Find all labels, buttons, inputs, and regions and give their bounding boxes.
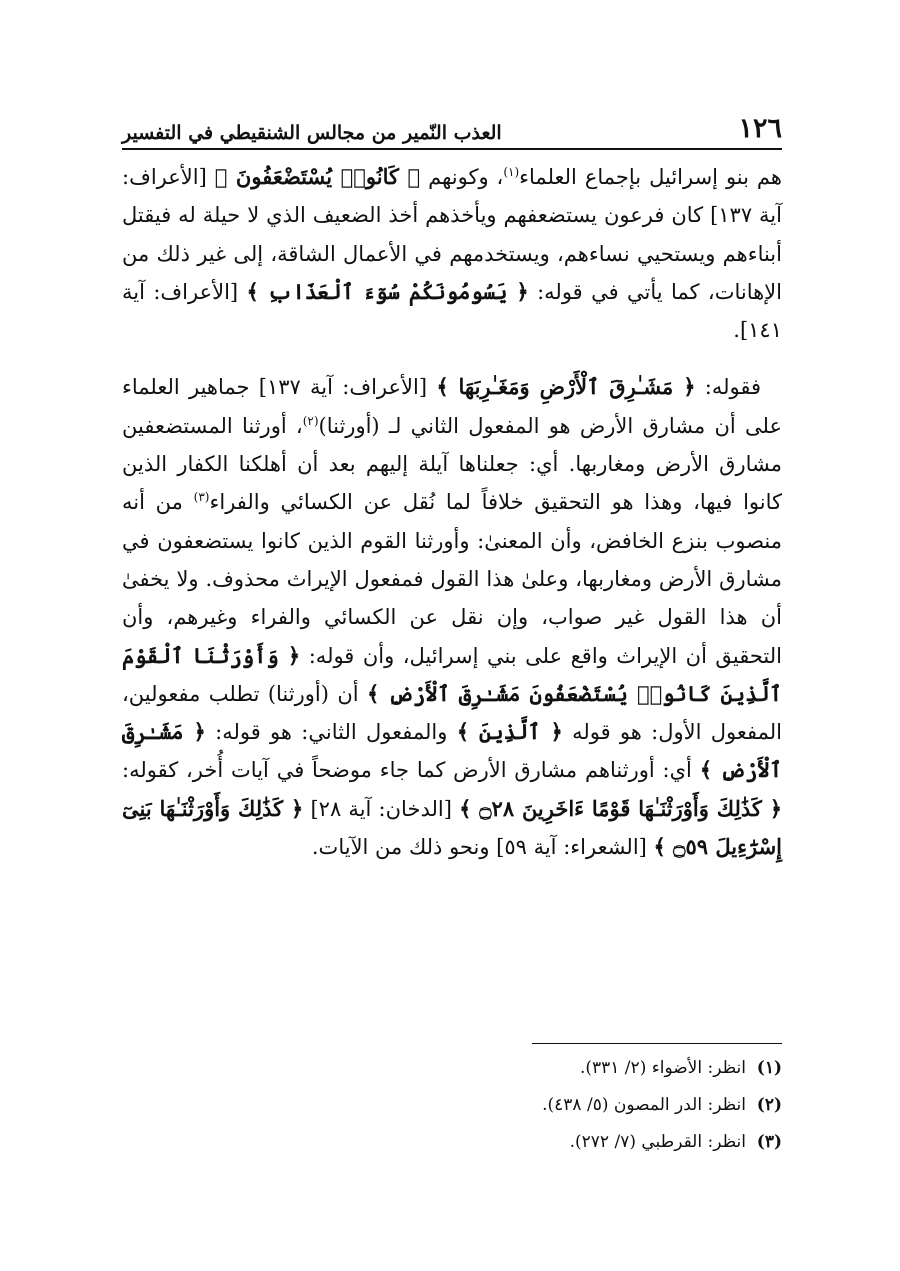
footnote-number: (٢): [756, 1095, 782, 1115]
footnote-ref: (٢): [302, 413, 319, 428]
footnote-divider: [532, 1043, 782, 1044]
footnote-item: [122, 1087, 782, 1124]
footnote-number: (٣): [756, 1132, 782, 1152]
quran-quote: ﴿ يَسُومُونَكُمْ سُوٓءَ ٱلْعَذَابِ ﴾: [246, 278, 529, 304]
footnote-text: انظر: القرطبي (٧/ ٢٧٢).: [569, 1132, 746, 1152]
text-run: [الأعراف: آية ١٣٧] جماهير العلماء على أن مشارق الأرض هو المفعول الثاني لـ (أورثنا): [122, 375, 782, 438]
running-title: العذب النّمير من مجالس الشنقيطي في التفسير: [122, 122, 502, 144]
footnote-ref: (٣): [193, 490, 210, 505]
text-run: هم بنو إسرائيل بإجماع العلماء: [519, 165, 782, 189]
footnote-text: انظر: الأضواء (٢/ ٣٣١).: [579, 1058, 746, 1078]
paragraph-1: [122, 158, 782, 349]
quran-quote: ﴿ كَذَٰلِكَ وَأَوْرَثْنَـٰهَا قَوْمًا ءَاخَرِينَ ۝٢٨ ﴾: [459, 795, 782, 821]
text-run: فقوله:: [695, 375, 761, 400]
text-run: ، أورثنا المستضعفين مشارق الأرض ومغاربها. أي: جعلناها آيلة إليهم بعد أن أهلكنا الكفار الذين كانوا فيها، وهذا هو التحقيق خلافاً لما نُقل عن الكسائي والفراء: [122, 413, 782, 515]
text-run: والمفعول الثاني: هو قوله:: [205, 720, 457, 745]
paragraph-2: [122, 368, 782, 866]
page-header: [122, 104, 782, 144]
footnote-ref: (١): [503, 165, 520, 179]
main-text: [122, 158, 782, 866]
text-run: [الشعراء: آية ٥٩] ونحو ذلك من الآيات.: [311, 835, 654, 860]
footnote-text: انظر: الدر المصون (٥/ ٤٣٨).: [542, 1095, 746, 1115]
quran-quote: ﴿ مَشَـٰرِقَ ٱلْأَرْضِ وَمَغَـٰرِبَهَا ﴾: [436, 374, 696, 400]
text-run: [الدخان: آية ٢٨]: [303, 796, 460, 821]
text-run: [الأعراف: آية ١٣٧] كان فرعون يستضعفهم ويأخذهم أخذ الضعيف الذي لا حيلة له فيقتل أبناءهم ويستحيي نساءهم، ويستخدمهم في الأعمال الشاقة، إلى غير ذلك من الإهانات، كما يأتي في قوله:: [122, 165, 782, 304]
footnote-number: (١): [756, 1058, 782, 1078]
footnote-item: [122, 1050, 782, 1087]
text-run: من أنه منصوب بنزع الخافض، وأن المعنىٰ: وأورثنا القوم الذين كانوا يستضعفون في مشارق الأرض ومغاربها، وعلىٰ هذا القول فمفعول الإيراث محذوف. ولا يخفىٰ أن هذا القول غير صواب، وإن نقل عن الكسائي والفراء وغيرهم، وأن التحقيق أن الإيراث واقع على بني إسرائيل، وأن قوله:: [122, 490, 782, 668]
page-number: ١٢٦: [738, 113, 782, 144]
header-divider: [122, 148, 782, 150]
quran-quote: ﴿ وَأَوْرَثْنَا ٱلْقَوْمَ ٱلَّذِينَ كَانُوا۟ يُسْتَضْعَفُونَ مَشَـٰرِقَ ٱلْأَرْضِ ﴾: [122, 642, 782, 706]
paragraph-spacer: [122, 349, 782, 368]
quran-quote: ﴿ كَذَٰلِكَ وَأَوْرَثْنَـٰهَا بَنِىٓ إِسْرَٰٓءِيلَ ۝٥٩ ﴾: [122, 795, 782, 860]
text-run: أن (أورثنا) تطلب مفعولين، المفعول الأول: هو قوله: [122, 681, 783, 745]
text-run: أي: أورثناهم مشارق الأرض كما جاء موضحاً في آيات أُخر، كقوله:: [122, 758, 700, 783]
quran-quote: ﴿ كَانُوا۟ يُسْتَضْعَفُونَ ﴾: [214, 164, 421, 189]
text-run: [الأعراف: آية ١٤١].: [122, 279, 782, 343]
text-run: ، وكونهم: [420, 165, 504, 189]
footnotes: [122, 1050, 782, 1161]
quran-quote: ﴿ مَشَـٰرِقَ ٱلْأَرْضِ ﴾: [122, 719, 783, 783]
quran-quote: ﴿ ٱلَّذِينَ ﴾: [456, 719, 563, 745]
footnote-item: [122, 1124, 782, 1161]
